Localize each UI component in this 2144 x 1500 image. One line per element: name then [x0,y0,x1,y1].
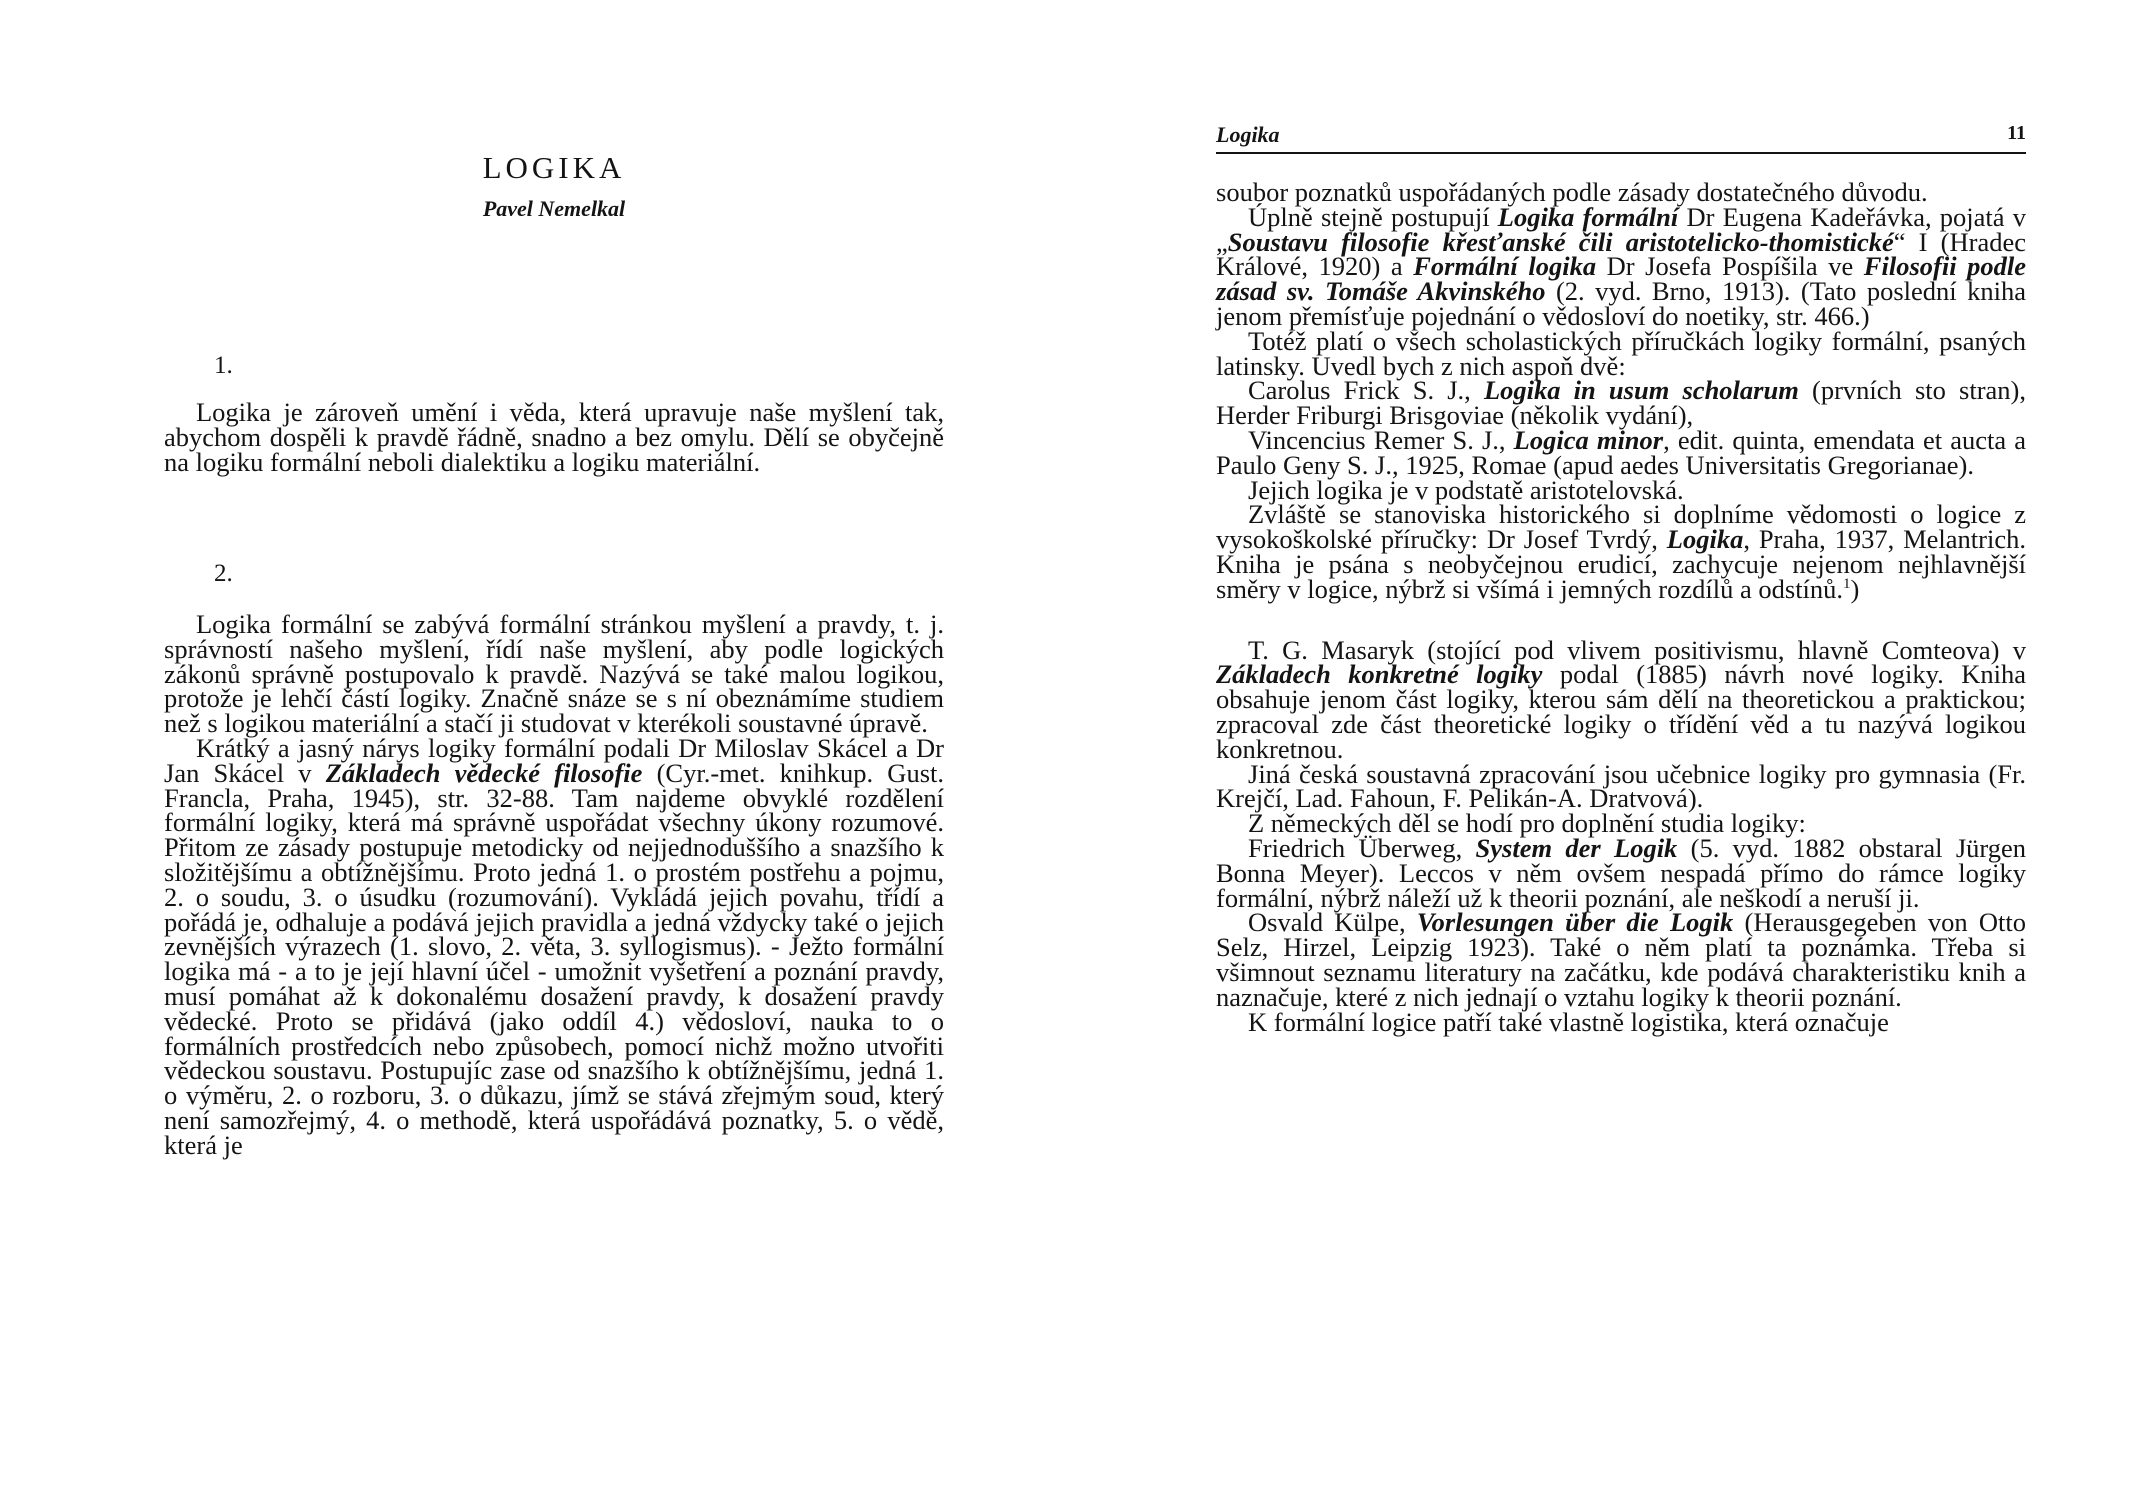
section-number-2: 2. [214,560,233,587]
paragraph: Jiná česká soustavná zpracování jsou učebnice logiky pro gymnasia (Fr. Krejčí, Lad. Fahoun, F. Pelikán-A. Dratvová). [1216,758,2026,814]
paragraph [1216,201,2026,331]
text-run: Krátký a jasný nárys logiky formální podali Dr Miloslav Skácel a Dr Jan Skácel v [164,732,944,788]
paragraph [1216,499,2026,604]
paragraph-gap [1216,602,2026,638]
chapter-title: LOGIKA [482,150,626,185]
text-run: podal (1885) návrh nové logiky. Kniha obsahuje jenom část logiky, kterou sám dělí na theoretickou a praktickou; zpracoval zde část theoretické logiky o třídění věd a tu nazývá logikou konkretnou. [1216,659,2026,764]
paragraph [1216,375,2026,431]
book-title: Filosofii podle zásad sv. Tomáše Akvinského [1216,251,2026,307]
paragraph [164,732,944,1160]
book-title: Logica minor [1513,424,1664,455]
text-run: Úplně stejně postupují [1248,201,1498,232]
text-run: ) [1850,573,1860,604]
footnote-marker: 1 [1843,575,1851,592]
running-head-title: Logika [1216,122,1280,147]
page-number: 11 [2007,122,2026,144]
book-title: System der Logik [1475,832,1678,863]
paragraph: Totéž platí o všech scholastických příručkách logiky formální, psaných latinsky. Uvedl bych z nich aspoň dvě: [1216,325,2026,381]
book-title: Základech vědecké filosofie [325,757,643,788]
text-run: , edit. quinta, emendata et aucta a Paulo Geny S. J., 1925, Romae (apud aedes Universitatis Gregorianae). [1216,424,2026,480]
book-title: Logika [1666,524,1744,555]
book-title: Logika formální [1497,201,1679,232]
text-run: (2. vyd. Brno, 1913). (Tato poslední kniha jenom přemísťuje pojednání o vědosloví do noetiky, str. 466.) [1216,276,2026,331]
book-title: Soustavu filosofie křesťanské čili aristotelicko-thomistické [1227,226,1894,257]
paragraph: Logika je zároveň umění i věda, která upravuje naše myšlení tak, abychom dospěli k pravdě řádně, snadno a bez omylu. Dělí se obyčejně na logiku formální neboli dialektiku a logiku materiální. [164,397,944,477]
text-run: (Herausgegeben von Otto Selz, Hirzel, Leipzig 1923). Také o něm platí ta poznámka. Třeba si všimnout seznamu literatury na začátku, kde podává charakteristiku knih a naznačuje, které z nich jednají o vztahu logiky k theorii poznání. [1216,907,2026,1012]
paragraph: K formální logice patří také vlastně logistika, která označuje [1248,1006,1889,1037]
paragraph [1216,424,2026,480]
text-run: (prvních sto stran), Herder Friburgi Brisgoviae (několik vydání), [1216,375,2026,431]
book-title: Základech konkretné logiky [1216,659,1543,690]
section-1-body [164,397,944,477]
text-run: , Praha, 1937, Melantrich. Kniha je psána s neobyčejnou erudicí, zachycuje nejenom nejhlavnější směry v logice, nýbrž si všímá i jemných rozdílů a odstínů. [1216,524,2026,604]
paragraph: Jejich logika je v podstatě aristotelovská. [1248,474,1684,505]
right-page-body [1216,177,2026,1037]
paragraph [1216,634,2026,764]
paragraph: Z německých děl se hodí pro doplnění studia logiky: [1248,808,1806,839]
book-title: Logika in usum scholarum [1483,375,1799,406]
chapter-author: Pavel Nemelkal [482,196,626,221]
text-run: Carolus Frick S. J., [1248,375,1484,406]
paragraph: soubor poznatků uspořádaných podle zásady dostatečného důvodu. [1216,177,1928,207]
text-run: “ I (Hradec Králové, 1920) a [1216,226,2026,282]
text-run: Dr Eugena Kadeřávka, pojatá v „ [1216,201,2026,257]
book-title: Formální logika [1413,251,1597,282]
paragraph [1216,832,2026,913]
section-number-1: 1. [214,352,233,379]
text-run: Osvald Külpe, [1248,907,1417,938]
text-run: Dr Josefa Pospíšila ve [1596,251,1864,282]
text-run: (5. vyd. 1882 obstaral Jürgen Bonna Meyer). Leccos v něm ovšem nespadá přímo do rámce logiky formální, nýbrž náleží už k theorii poznání, ale neškodí a neruší ji. [1216,832,2026,913]
paragraph: Logika formální se zabývá formální stránkou myšlení a pravdy, t. j. správností našeho myšlení, řídí naše myšlení, aby podle logických zákonů správně postupovalo k pravdě. Nazývá se také malou logikou, protože je lehčí částí logiky. Značně snáze se s ní obeznámíme studiem než s logikou materiální a stačí ji studovat v kterékoli soustavné úpravě. [164,609,944,739]
text-run: Zvláště se stanoviska historického si doplníme vědomosti o logice z vysokoškolské příručky: Dr Josef Tvrdý, [1216,499,2026,555]
paragraph [1216,907,2026,1012]
text-run: Vincencius Remer S. J., [1248,424,1514,455]
text-run: (Cyr.-met. knihkup. Gust. Francla, Praha, 1945), str. 32-88. Tam najdeme obvyklé rozdělení formální logiky, která má správně uspořádat všechny úkony rozumové. Přitom ze zásady postupuje metodicky od nejjednoduššího a snazšího k složitějšímu a obtížnějšímu. Proto jedná 1. o prostém postřehu a pojmu, 2. o soudu, 3. o úsudku (rozumování). Vykládá jejich povahu, třídí a pořádá je, odhaluje a podává jejich pravidla a jedná vždycky také o jejich zevnějších výrazech (1. slovo, 2. věta, 3. syllogismus). - Ježto formální logika má - a to je její hlavní účel - umožnit vyšetření a poznání pravdy, musí pomáhat až k dokonalému dosažení pravdy, k dosažení pravdy vědecké. Proto se přidává (jako oddíl 4.) vědosloví, nauka to o formálních prostředcích nebo způsobech, pomocí nichž možno utvořiti vědeckou soustavu. Postupujíc zase od snazšího k obtížnějšímu, jedná 1. o výměru, 2. o rozboru, 3. o důkazu, jímž se stává zřejmým soud, který není samozřejmý, 4. o methodě, která uspořádává poznatky, 5. o vědě, která je [164,757,944,1160]
book-title: Vorlesungen über die Logik [1416,907,1734,938]
text-run: Friedrich Überweg, [1248,832,1476,863]
section-2-body [164,609,944,1160]
running-header [1216,120,2026,154]
text-run: T. G. Masaryk (stojící pod vlivem positivismu, hlavně Comteova) v [1248,634,2026,665]
